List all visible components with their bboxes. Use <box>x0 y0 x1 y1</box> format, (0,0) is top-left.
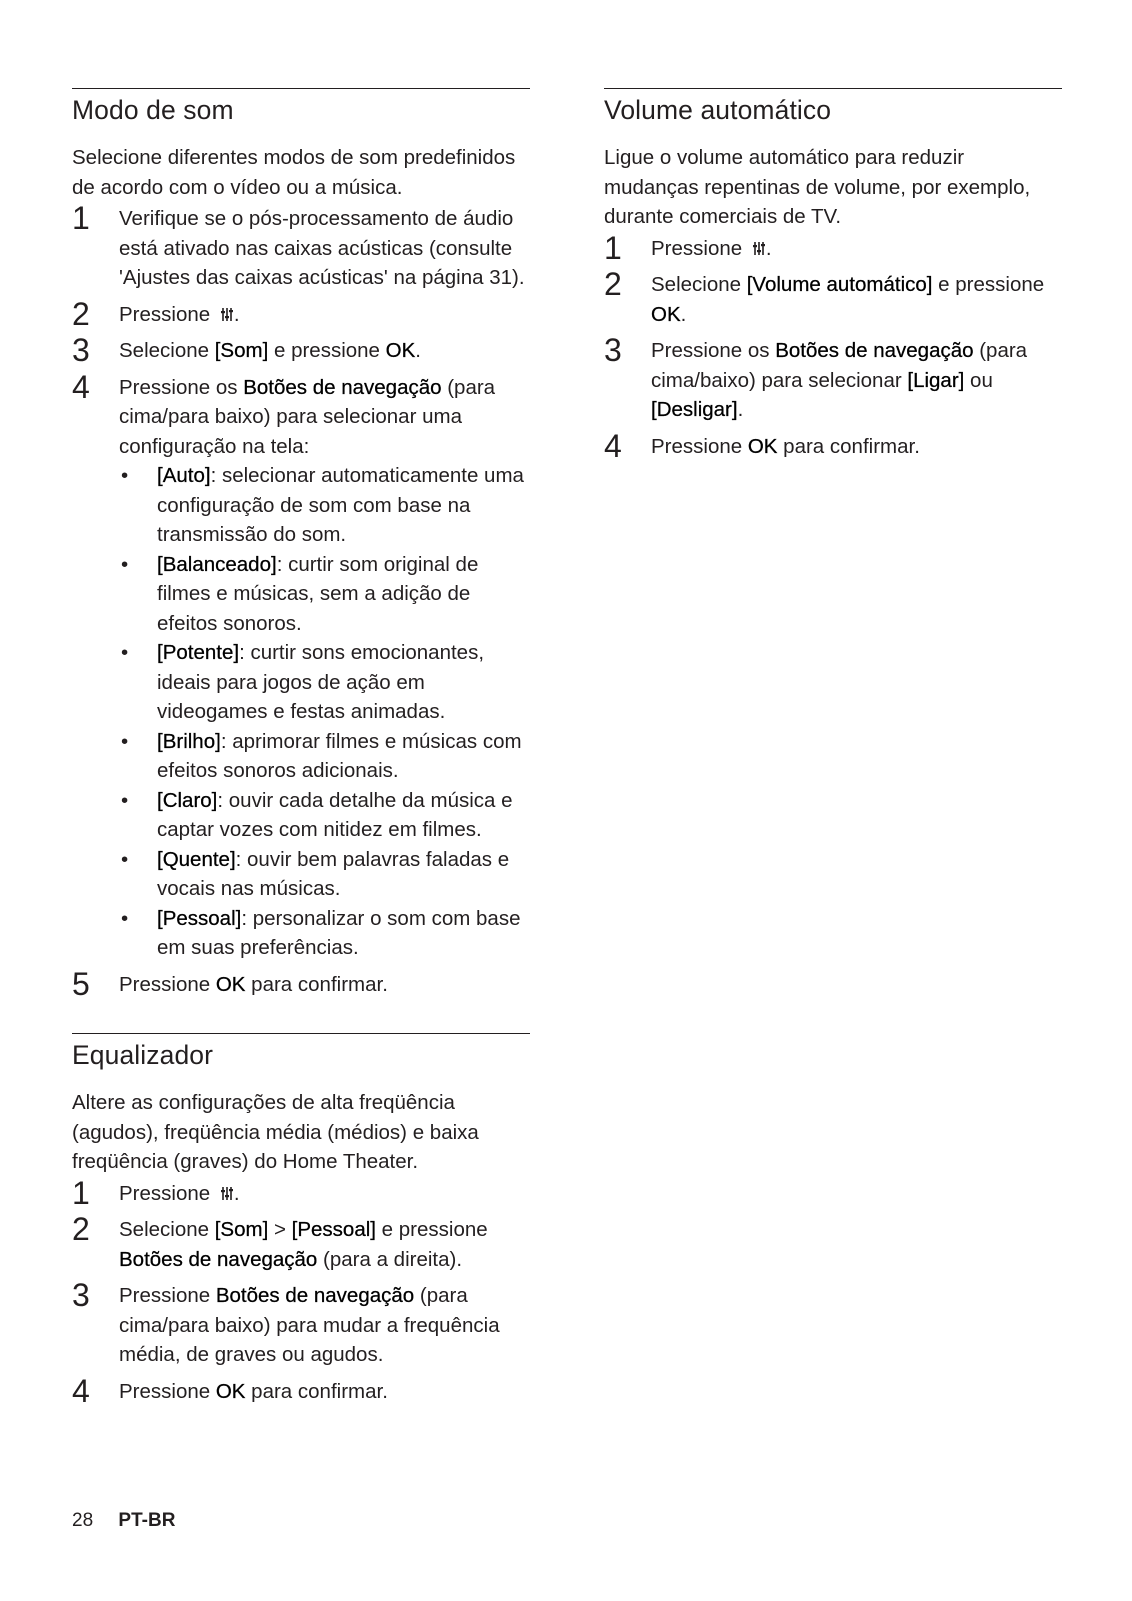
step-item <box>72 200 530 293</box>
bullet: • <box>121 847 129 871</box>
bullet: • <box>121 641 129 664</box>
step-number: 3 <box>72 1277 90 1313</box>
step-text: Pressione <box>119 1379 216 1403</box>
step-text: Selecione <box>119 339 215 362</box>
step-item <box>72 965 530 1002</box>
step-number: 2 <box>604 266 622 302</box>
ok-button-label: OK <box>651 302 681 326</box>
option-desc: : curtir sons emocionantes, ideais para jogos de ação em videogames e festas animadas. <box>157 641 485 723</box>
step-number: 2 <box>72 295 90 332</box>
step-item <box>72 368 530 963</box>
step-text: Selecione <box>651 273 747 296</box>
step-number: 5 <box>72 965 90 1002</box>
ok-button-label: OK <box>215 972 246 996</box>
option-desc: : selecionar automaticamente uma configuração de som com base na transmissão do som. <box>157 464 524 546</box>
option-desc: : ouvir cada detalhe da música e captar vozes com nitidez em filmes. <box>157 788 513 841</box>
bullet: • <box>121 788 129 812</box>
step-text-end: . <box>680 302 687 326</box>
step-text-end: . <box>737 398 744 421</box>
step-text-end: . <box>415 339 421 362</box>
section-modo-de-som <box>72 88 530 1002</box>
section-equalizador <box>72 1033 530 1409</box>
step-list <box>604 229 1062 464</box>
step-item <box>72 1372 530 1409</box>
option-quente <box>119 845 530 904</box>
section-intro: Ligue o volume automático para reduzir mudanças repentinas de volume, por exemplo, durante comerciais de TV. <box>604 146 1031 228</box>
volume-automatico-option-label: [Volume automático] <box>746 273 933 296</box>
step-text: e pressione <box>268 339 386 362</box>
option-claro <box>119 786 530 845</box>
step-number: 1 <box>72 1174 90 1211</box>
sound-settings-icon <box>220 1186 234 1201</box>
step-text: Pressione <box>119 302 211 326</box>
bullet: • <box>121 729 129 753</box>
step-text: (para cima/para baixo) para selecionar uma configuração na tela: <box>119 375 496 458</box>
step-list <box>72 200 530 1002</box>
step-text: > <box>268 1218 292 1241</box>
step-text: Selecione <box>119 1218 215 1241</box>
step-item <box>604 229 1062 266</box>
option-brilho <box>119 727 530 786</box>
option-desc: : personalizar o som com base em suas preferências. <box>157 906 521 959</box>
sound-settings-icon <box>220 307 234 322</box>
step-text-end: para confirmar. <box>245 972 388 996</box>
step-text-end: . <box>233 302 240 326</box>
navigation-buttons-label: Botões de navegação <box>775 339 974 362</box>
step-text: Pressione <box>119 1284 216 1307</box>
option-potente <box>119 638 530 727</box>
option-desc: : ouvir bem palavras faladas e vocais nas músicas. <box>157 847 510 900</box>
sound-settings-icon <box>752 241 766 256</box>
step-list <box>72 1174 530 1409</box>
section-title: Volume automático <box>604 95 832 125</box>
step-text-end: . <box>765 236 772 260</box>
option-pessoal <box>119 904 530 963</box>
sound-mode-options <box>119 461 530 963</box>
step-text: (para cima/baixo) para selecionar <box>651 339 1028 392</box>
step-text: e pressione <box>932 273 1045 296</box>
left-column <box>72 88 530 1413</box>
right-column <box>604 88 1062 468</box>
option-desc: : aprimorar filmes e músicas com efeitos sonoros adicionais. <box>157 729 522 782</box>
step-text-end: . <box>233 1181 240 1205</box>
bullet: • <box>121 906 129 930</box>
page-number: 28 <box>72 1510 94 1531</box>
step-number: 3 <box>604 332 622 368</box>
bullet: • <box>121 552 129 576</box>
navigation-buttons-label: Botões de navegação <box>119 1247 318 1271</box>
section-intro: Selecione diferentes modos de som predefinidos de acordo com o vídeo ou a música. <box>72 146 516 199</box>
option-name: [Claro] <box>157 788 218 812</box>
step-text: Pressione os <box>119 375 244 399</box>
option-desc: : curtir som original de filmes e músicas, sem a adição de efeitos sonoros. <box>157 552 479 635</box>
step-text-end: para confirmar. <box>245 1379 388 1403</box>
step-text-end: para confirmar. <box>777 434 920 458</box>
step-number: 3 <box>72 332 90 368</box>
step-text-end: (para a direita). <box>317 1247 463 1271</box>
page-footer <box>72 1510 175 1532</box>
ligar-option-label: [Ligar] <box>907 368 965 392</box>
option-name: [Brilho] <box>157 729 221 753</box>
section-volume-automatico <box>604 88 1062 464</box>
ok-button-label: OK <box>385 339 416 362</box>
som-option-label: [Som] <box>214 339 269 362</box>
step-text: Pressione <box>651 236 743 260</box>
pessoal-option-label: [Pessoal] <box>291 1218 376 1241</box>
step-text: e pressione <box>375 1218 488 1241</box>
step-item <box>72 295 530 332</box>
language-code: PT-BR <box>118 1510 176 1531</box>
step-item <box>72 1277 530 1370</box>
step-number: 4 <box>604 427 622 464</box>
step-number: 2 <box>72 1211 90 1247</box>
option-name: [Quente] <box>157 847 236 871</box>
section-title: Modo de som <box>72 95 234 125</box>
option-name: [Pessoal] <box>157 906 242 930</box>
step-text-end: (para cima/para baixo) para mudar a frequência média, de graves ou agudos. <box>119 1284 500 1366</box>
step-item <box>604 427 1062 464</box>
som-option-label: [Som] <box>214 1218 269 1241</box>
bullet: • <box>121 464 129 487</box>
step-item <box>72 1174 530 1211</box>
step-text: ou <box>964 368 993 392</box>
step-item <box>604 266 1062 329</box>
step-text: Pressione <box>119 1181 211 1205</box>
step-number: 1 <box>72 200 90 236</box>
step-item <box>604 332 1062 425</box>
desligar-option-label: [Desligar] <box>651 398 738 421</box>
section-intro: Altere as configurações de alta freqüência (agudos), freqüência média (médios) e baixa freqüência (graves) do Home Theater. <box>72 1091 479 1173</box>
step-number: 4 <box>72 1372 90 1409</box>
step-text: Pressione os <box>651 339 776 362</box>
step-number: 1 <box>604 229 622 266</box>
option-name: [Potente] <box>157 641 240 664</box>
step-text: Pressione <box>119 972 216 996</box>
step-text: Pressione <box>651 434 748 458</box>
ok-button-label: OK <box>747 434 778 458</box>
step-item <box>72 332 530 368</box>
ok-button-label: OK <box>215 1379 246 1403</box>
navigation-buttons-label: Botões de navegação <box>243 375 442 399</box>
step-text: Verifique se o pós-processamento de áudio está ativado nas caixas acústicas (consulte 'Ajustes das caixas acústicas' na página 31). <box>119 207 525 289</box>
section-title: Equalizador <box>72 1040 214 1070</box>
option-name: [Balanceado] <box>157 552 277 576</box>
option-auto <box>119 461 530 550</box>
step-item <box>72 1211 530 1274</box>
option-name: [Auto] <box>157 464 211 487</box>
step-number: 4 <box>72 368 90 405</box>
navigation-buttons-label: Botões de navegação <box>215 1284 415 1307</box>
option-balanceado <box>119 550 530 639</box>
